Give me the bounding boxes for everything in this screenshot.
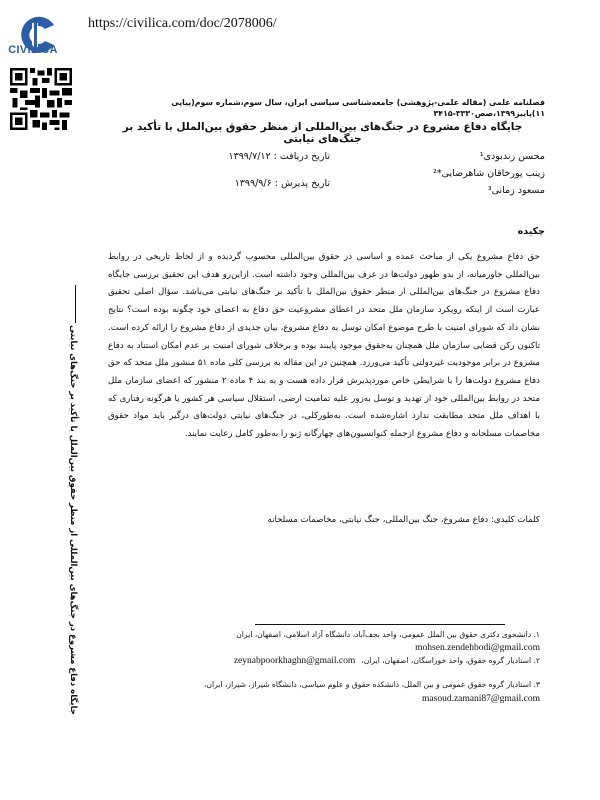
footnote-3-email[interactable]: masoud.zamani87@gmail.com: [422, 694, 540, 704]
keywords: کلمات کلیدی: دفاع مشروع، جنگ بین‌المللی، جنگ نیابتی، مخاصمات مسلحانه: [267, 515, 540, 525]
footnote-divider: [255, 624, 505, 625]
footnote-3: ۳. استادیار گروه حقوق عمومی و بین الملل، دانشکده حقوق و علوم سیاسی، دانشگاه شیراز، شیراز، ایران،: [203, 680, 540, 689]
accepted-date: تاریخ پذیرش : ۱۳۹۹/۹/۶: [234, 178, 330, 189]
author-1: محسن زندبودی¹: [479, 151, 545, 162]
side-running-title-container: [62, 300, 78, 740]
logo-text: CIVILICA: [8, 44, 58, 56]
author-2: زینب پورخاقان شاهرضایی*²: [433, 168, 545, 179]
footnote-1: ۱. دانشجوی دکتری حقوق بین الملل عمومی، واحد نجف‌آباد، دانشگاه آزاد اسلامی، اصفهان، ایران: [236, 630, 540, 639]
abstract-heading: چکیده: [517, 226, 545, 237]
abstract-body: حق دفاع مشروع یکی از مباحث عمده و اساسی در حقوق بین‌المللی محسوب گردیده و از لحاظ تاریخی در روابط بین‌المللی خاورمیانه، از بدو ظهور دولت‌ها در عرف بین‌المللی وجود داشته است. ازاین‌رو هدف این تحقیق بررسی جایگاه دفاع مشروع در جنگ‌های بین‌المللی از منظر حقوق بین‌الملل با تأکید بر جنگ‌های نیابتی می‌باشد. سؤال اصلی تحقیق عبارت است از اینکه رویکرد سازمان ملل متحد در اعطای مشروعیت حق دفاع به اعضای خود چگونه بوده است؟ نتایج نشان داد که شورای امنیت با طرح موضوع امکان توسل به دفاع مشروع، بیان جدیدی از دفاع مشروع را ارائه کرده است. تاکنون رکن قضایی سازمان ملل همچنان به‌حقوق موجود پایبند بوده و برخلاف شورای امنیت بر عدم امکان استناد به دفاع مشروع در برابر موجودیت غیردولتی تأکید می‌ورزد. همچنین در این مقاله به بررسی کلی ماده ۵۱ منشور ملل متحد که حق دفاع مشروع دولت‌ها را با شرایطی خاص موردپذیرش قرار داده هست و به بند ۴ ماده ۲ منشور که اعضای سازمان ملل متحد در روابط بین‌المللی خود از تهدید و توسل به‌زور علیه تمامیت ارضی، استقلال سیاسی هر کشور یا هرگونه رفتاری که با اهداف ملل متحد مطابقت ندارد اشاره‌شده است. به‌طورکلی، در جنگ‌های نیابتی دولت‌های درگیر باید مواد حقوق مخاصمات مسلحانه و دفاع مشروع ازجمله کنوانسیون‌های چهارگانه ژنو را به‌طور کامل رعایت نمایند.: [108, 252, 540, 440]
received-date: تاریخ دریافت : ۱۳۹۹/۷/۱۲: [228, 151, 330, 162]
footnote-1-email[interactable]: mohsen.zendehbodi@gmail.com: [415, 643, 540, 653]
footnote-2-row: [100, 656, 540, 666]
document-url[interactable]: https://civilica.com/doc/2078006/: [88, 16, 277, 31]
journal-header: فصلنامه علمی (مقاله علمی-پژوهشی) جامعه‌شناسی سیاسی ایران، سال سوم،شماره سوم(پیاپی ۱۱)پاییز۱۳۹۹،صص۳۳۳۰-۳۴۱۵: [171, 98, 545, 118]
footnote-2: ۲. استادیار گروه حقوق، واحد خوراسگان، اصفهان، ایران،: [361, 656, 540, 665]
paper-title: جایگاه دفاع مشروع در جنگ‌های بین‌المللی از منظر حقوق بین‌الملل با تأکید بر جنگ‌های نیابتی: [122, 121, 523, 145]
footnote-2-email[interactable]: zeynabpoorkhaghn@gmail.com: [233, 656, 356, 666]
qr-code-icon: [10, 68, 72, 130]
author-3: مسعود زمانی³: [487, 185, 545, 196]
side-running-title: جایگاه دفاع مشروع در جنگ‌های بین‌المللی از منظر حقوق بین‌الملل با تأکید بر جنگ‌های نیابتی: [68, 325, 78, 715]
